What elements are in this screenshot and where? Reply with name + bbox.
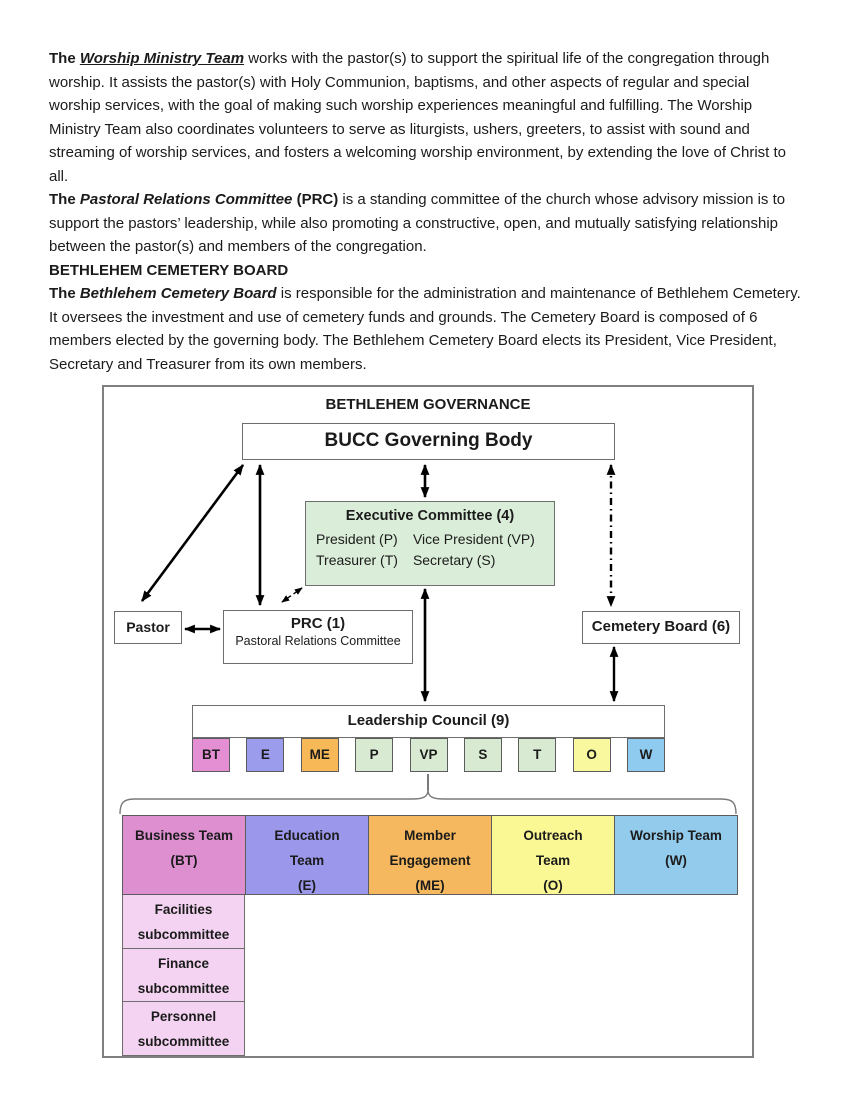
team-label-line: (ME) xyxy=(415,878,445,893)
teams-row xyxy=(122,815,738,895)
text-run: is a standing committee of the church whose advisory mission is to support the pastors’ leadership, while also promoting a constructive, open, and mutually satisfying relationship between the pastor(s) and members of the congregation. xyxy=(49,191,786,255)
cemetery-board-heading xyxy=(49,259,803,283)
education-team-box xyxy=(246,815,369,895)
text-run: is responsible for the administration and maintenance of Bethlehem Cemetery. It oversees the investment and use of cemetery funds and grounds. The Cemetery Board is composed of 6 members elected by the governing body. The Bethlehem Cemetery Board elects its President, Vice President, Secretary and Treasurer from its own members. xyxy=(49,285,801,373)
team-label-line: Outreach xyxy=(523,828,583,843)
text-run: (PRC) xyxy=(292,191,339,208)
team-label-line: Business Team xyxy=(134,828,234,843)
cemetery-board-paragraph xyxy=(49,282,803,376)
prc-title: PRC (1) xyxy=(290,615,346,632)
text-run: Bethlehem Cemetery Board xyxy=(79,285,277,302)
bucc-governing-body-box xyxy=(242,423,615,460)
seat-vp: VP xyxy=(410,738,448,772)
team-label-line: Team xyxy=(289,853,325,868)
executive-committee-member: Vice President (VP) xyxy=(412,531,535,547)
text-run: The xyxy=(49,191,80,208)
subcommittee-label-line: subcommittee xyxy=(137,1034,230,1049)
team-label-line: Team xyxy=(535,853,571,868)
worship-ministry-paragraph xyxy=(49,47,803,188)
team-label-line: Education xyxy=(274,828,340,843)
worship-team-box xyxy=(615,815,738,895)
diagram-title: BETHLEHEM GOVERNANCE xyxy=(325,396,531,413)
seat-e: E xyxy=(246,738,284,772)
leadership-council-seats xyxy=(192,738,665,772)
executive-committee-member: Treasurer (T) xyxy=(316,552,398,568)
governance-diagram xyxy=(102,385,754,1058)
seat-s: S xyxy=(464,738,502,772)
executive-committee-title: Executive Committee (4) xyxy=(345,508,515,524)
executive-committee-member: Secretary (S) xyxy=(412,552,496,568)
subcommittees xyxy=(122,895,245,1056)
subcommittee-label-line: Facilities xyxy=(154,902,213,917)
member-engagement-team-box xyxy=(369,815,492,895)
leadership-council-box: Leadership Council (9) xyxy=(192,705,665,738)
pastoral-relations-paragraph xyxy=(49,188,803,259)
seat-w: W xyxy=(627,738,665,772)
subcommittee-label-line: subcommittee xyxy=(137,927,230,942)
bucc-governing-body-label: BUCC Governing Body xyxy=(324,430,533,451)
executive-committee-member: President (P) xyxy=(316,531,398,547)
pastor-box: Pastor xyxy=(114,611,182,644)
subcommittee-label-line: subcommittee xyxy=(137,980,230,996)
team-label-line: Member xyxy=(404,828,456,843)
seat-t: T xyxy=(518,738,556,772)
team-label-line: (BT) xyxy=(170,853,198,868)
text-run: The xyxy=(49,50,80,67)
text-run: works with the pastor(s) to support the spiritual life of the congregation through worship. It assists the pastor(s) with Holy Communion, baptisms, and other aspects of regular and special worship services, with the goal of making such worship experiences meaningful and fulfilling. The Worship Ministry Team also coordinates volunteers to serve as liturgists, ushers, greeters, to assist with sound and streaming of worship services, and fosters a welcoming worship environment, by extending the love of Christ to all. xyxy=(49,50,787,185)
subcommittee-label-line: Personnel xyxy=(150,1009,217,1024)
seat-p: P xyxy=(355,738,393,772)
seat-me: ME xyxy=(301,738,339,772)
outreach-team-box xyxy=(492,815,615,895)
business-team-box xyxy=(122,815,246,895)
text-run: Pastoral Relations Committee xyxy=(79,191,293,208)
cemetery-board-box: Cemetery Board (6) xyxy=(582,611,740,644)
team-label-line: Engagement xyxy=(389,853,471,868)
subcommittee-label-line: Finance xyxy=(157,955,209,971)
executive-committee-members xyxy=(306,524,554,568)
text-run: Worship Ministry Team xyxy=(79,50,245,67)
text-block xyxy=(49,47,803,376)
seat-bt: BT xyxy=(192,738,230,772)
prc-subtitle: Pastoral Relations Committee xyxy=(235,634,401,648)
team-label-line: (W) xyxy=(665,853,687,868)
prc-box xyxy=(223,610,413,664)
facilities-subcommittee-box xyxy=(122,895,245,949)
team-label-line: (E) xyxy=(298,878,316,893)
executive-committee-box xyxy=(305,501,555,586)
seat-o: O xyxy=(573,738,611,772)
finance-subcommittee-box xyxy=(122,949,245,1003)
team-label-line: Worship Team xyxy=(630,828,722,843)
team-label-line: (O) xyxy=(543,878,563,893)
personnel-subcommittee-box xyxy=(122,1002,245,1056)
text-run: The xyxy=(49,285,80,302)
text-run: BETHLEHEM CEMETERY BOARD xyxy=(49,261,289,279)
